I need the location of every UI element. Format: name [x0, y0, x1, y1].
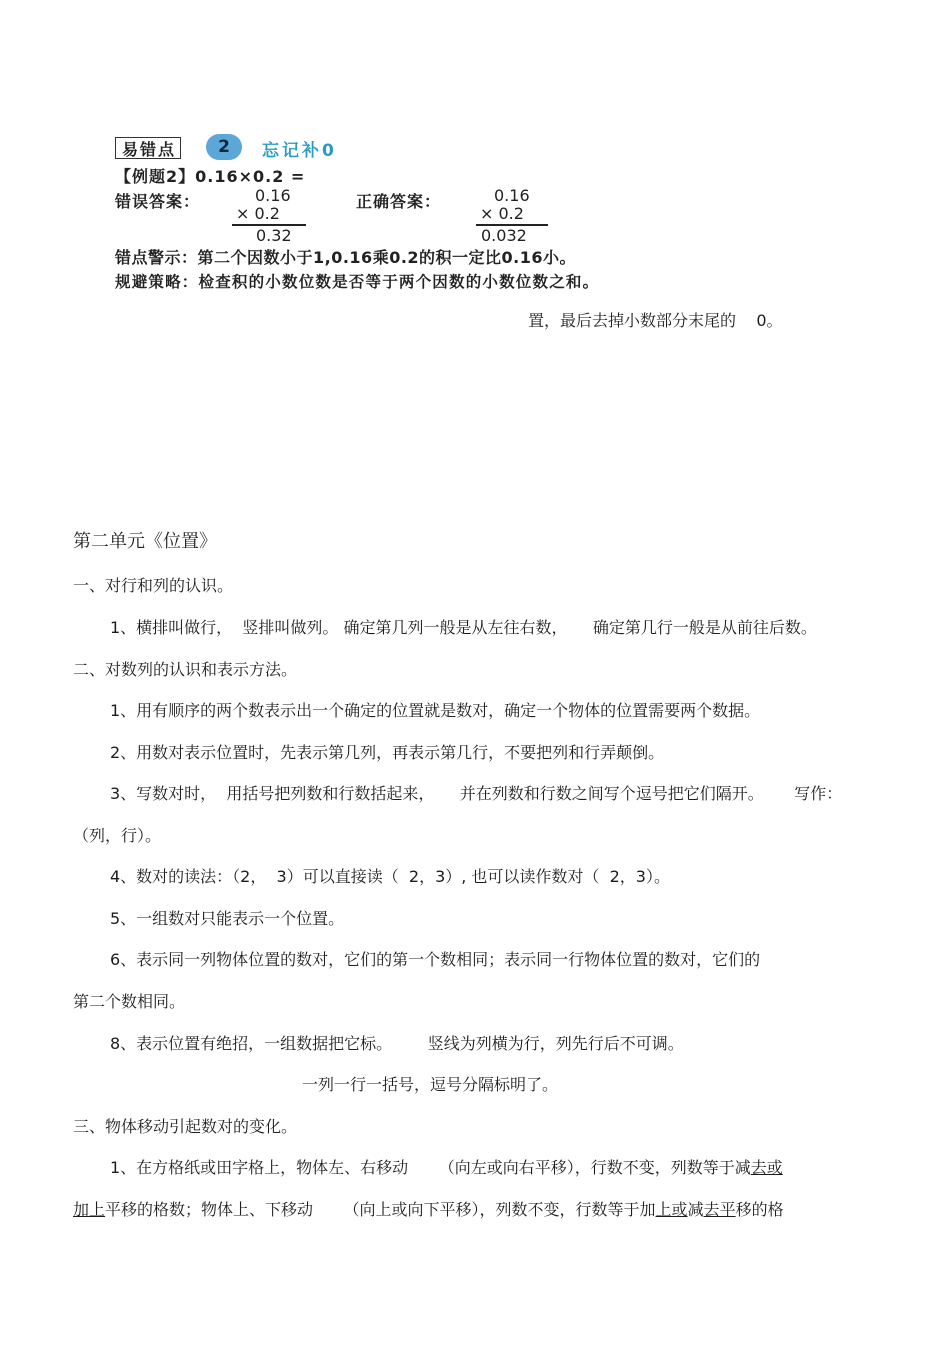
right-calc-result: 0.032	[481, 226, 527, 245]
section-2-paragraph-3: 3、写数对时， 用括号把列数和行数括起来， 并在列数和行数之间写个逗号把它们隔开。 写作：	[110, 784, 843, 803]
error-point-label: 易错点	[122, 139, 177, 159]
right-calc-line1: 0.16	[494, 186, 530, 205]
error-point-tag	[115, 137, 181, 159]
wrong-answer-label: 错误答案：	[115, 192, 201, 211]
right-calc-line2: × 0.2	[480, 204, 524, 223]
error-warning: 错点警示：第二个因数小于1,0.16乘0.2的积一定比0.16小。	[115, 248, 577, 267]
section-3-heading: 三、物体移动引起数对的变化。	[73, 1117, 298, 1136]
example-question: 【例题2】0.16×0.2 =	[115, 167, 306, 186]
error-point-number-badge: 2	[206, 134, 242, 160]
unit-title: 第二单元《位置》	[73, 531, 217, 552]
wrong-calc-result: 0.32	[256, 226, 292, 245]
section-2-rhyme-line-1: 8、表示位置有绝招，一组数据把它标。 竖线为列横为行，列先行后不可调。	[110, 1034, 684, 1053]
underlined-text: 去或	[750, 1158, 783, 1177]
wrong-calc-line1: 0.16	[255, 186, 291, 205]
section-3-paragraph-1	[110, 1155, 783, 1178]
section-3-text: 减	[687, 1200, 704, 1219]
section-2-paragraph-4: 4、数对的读法：（2， 3）可以直接读（ 2，3）, 也可以读作数对（ 2，3）。	[110, 867, 670, 886]
error-point-title: 忘记补0	[262, 141, 337, 161]
section-2-paragraph-6: 6、表示同一列物体位置的数对，它们的第一个数相同；表示同一行物体位置的数对，它们的	[110, 950, 761, 969]
section-1-heading: 一、对行和列的认识。	[73, 576, 234, 595]
section-2-heading: 二、对数列的认识和表示方法。	[73, 660, 298, 679]
wrong-calc-line2: × 0.2	[236, 204, 280, 223]
section-2-paragraph-3-cont: （列，行）。	[73, 826, 162, 845]
section-2-paragraph-6-cont: 第二个数相同。	[73, 992, 186, 1011]
section-3-paragraph-1-cont	[73, 1197, 784, 1220]
section-3-text: 移的格	[735, 1200, 784, 1219]
underlined-text: 加上	[73, 1200, 106, 1219]
section-3-text: 1、在方格纸或田字格上，物体左、右移动 （向左或向右平移），行数不变，列数等于减	[110, 1158, 751, 1177]
section-1-paragraph-1: 1、横排叫做行， 竖排叫做列。 确定第几列一般是从左往右数， 确定第几行一般是从前往后数。	[110, 618, 817, 637]
underlined-text: 去平	[703, 1200, 736, 1219]
carry-over-text: 置，最后去掉小数部分末尾的 0。	[528, 311, 783, 330]
section-2-paragraph-5: 5、一组数对只能表示一个位置。	[110, 909, 345, 928]
section-2-rhyme-line-2: 一列一行一括号，逗号分隔标明了。	[302, 1075, 559, 1094]
section-2-paragraph-1: 1、用有顺序的两个数表示出一个确定的位置就是数对，确定一个物体的位置需要两个数据。	[110, 701, 761, 720]
section-2-paragraph-2: 2、用数对表示位置时，先表示第几列，再表示第几行，不要把列和行弄颠倒。	[110, 743, 665, 762]
right-answer-label: 正确答案：	[356, 192, 442, 211]
section-3-text: 平移的格数；物体上、下移动 （向上或向下平移），列数不变，行数等于加	[105, 1200, 656, 1219]
avoid-strategy: 规避策略：检查积的小数位数是否等于两个因数的小数位数之和。	[115, 273, 600, 291]
underlined-text: 上或	[655, 1200, 688, 1219]
